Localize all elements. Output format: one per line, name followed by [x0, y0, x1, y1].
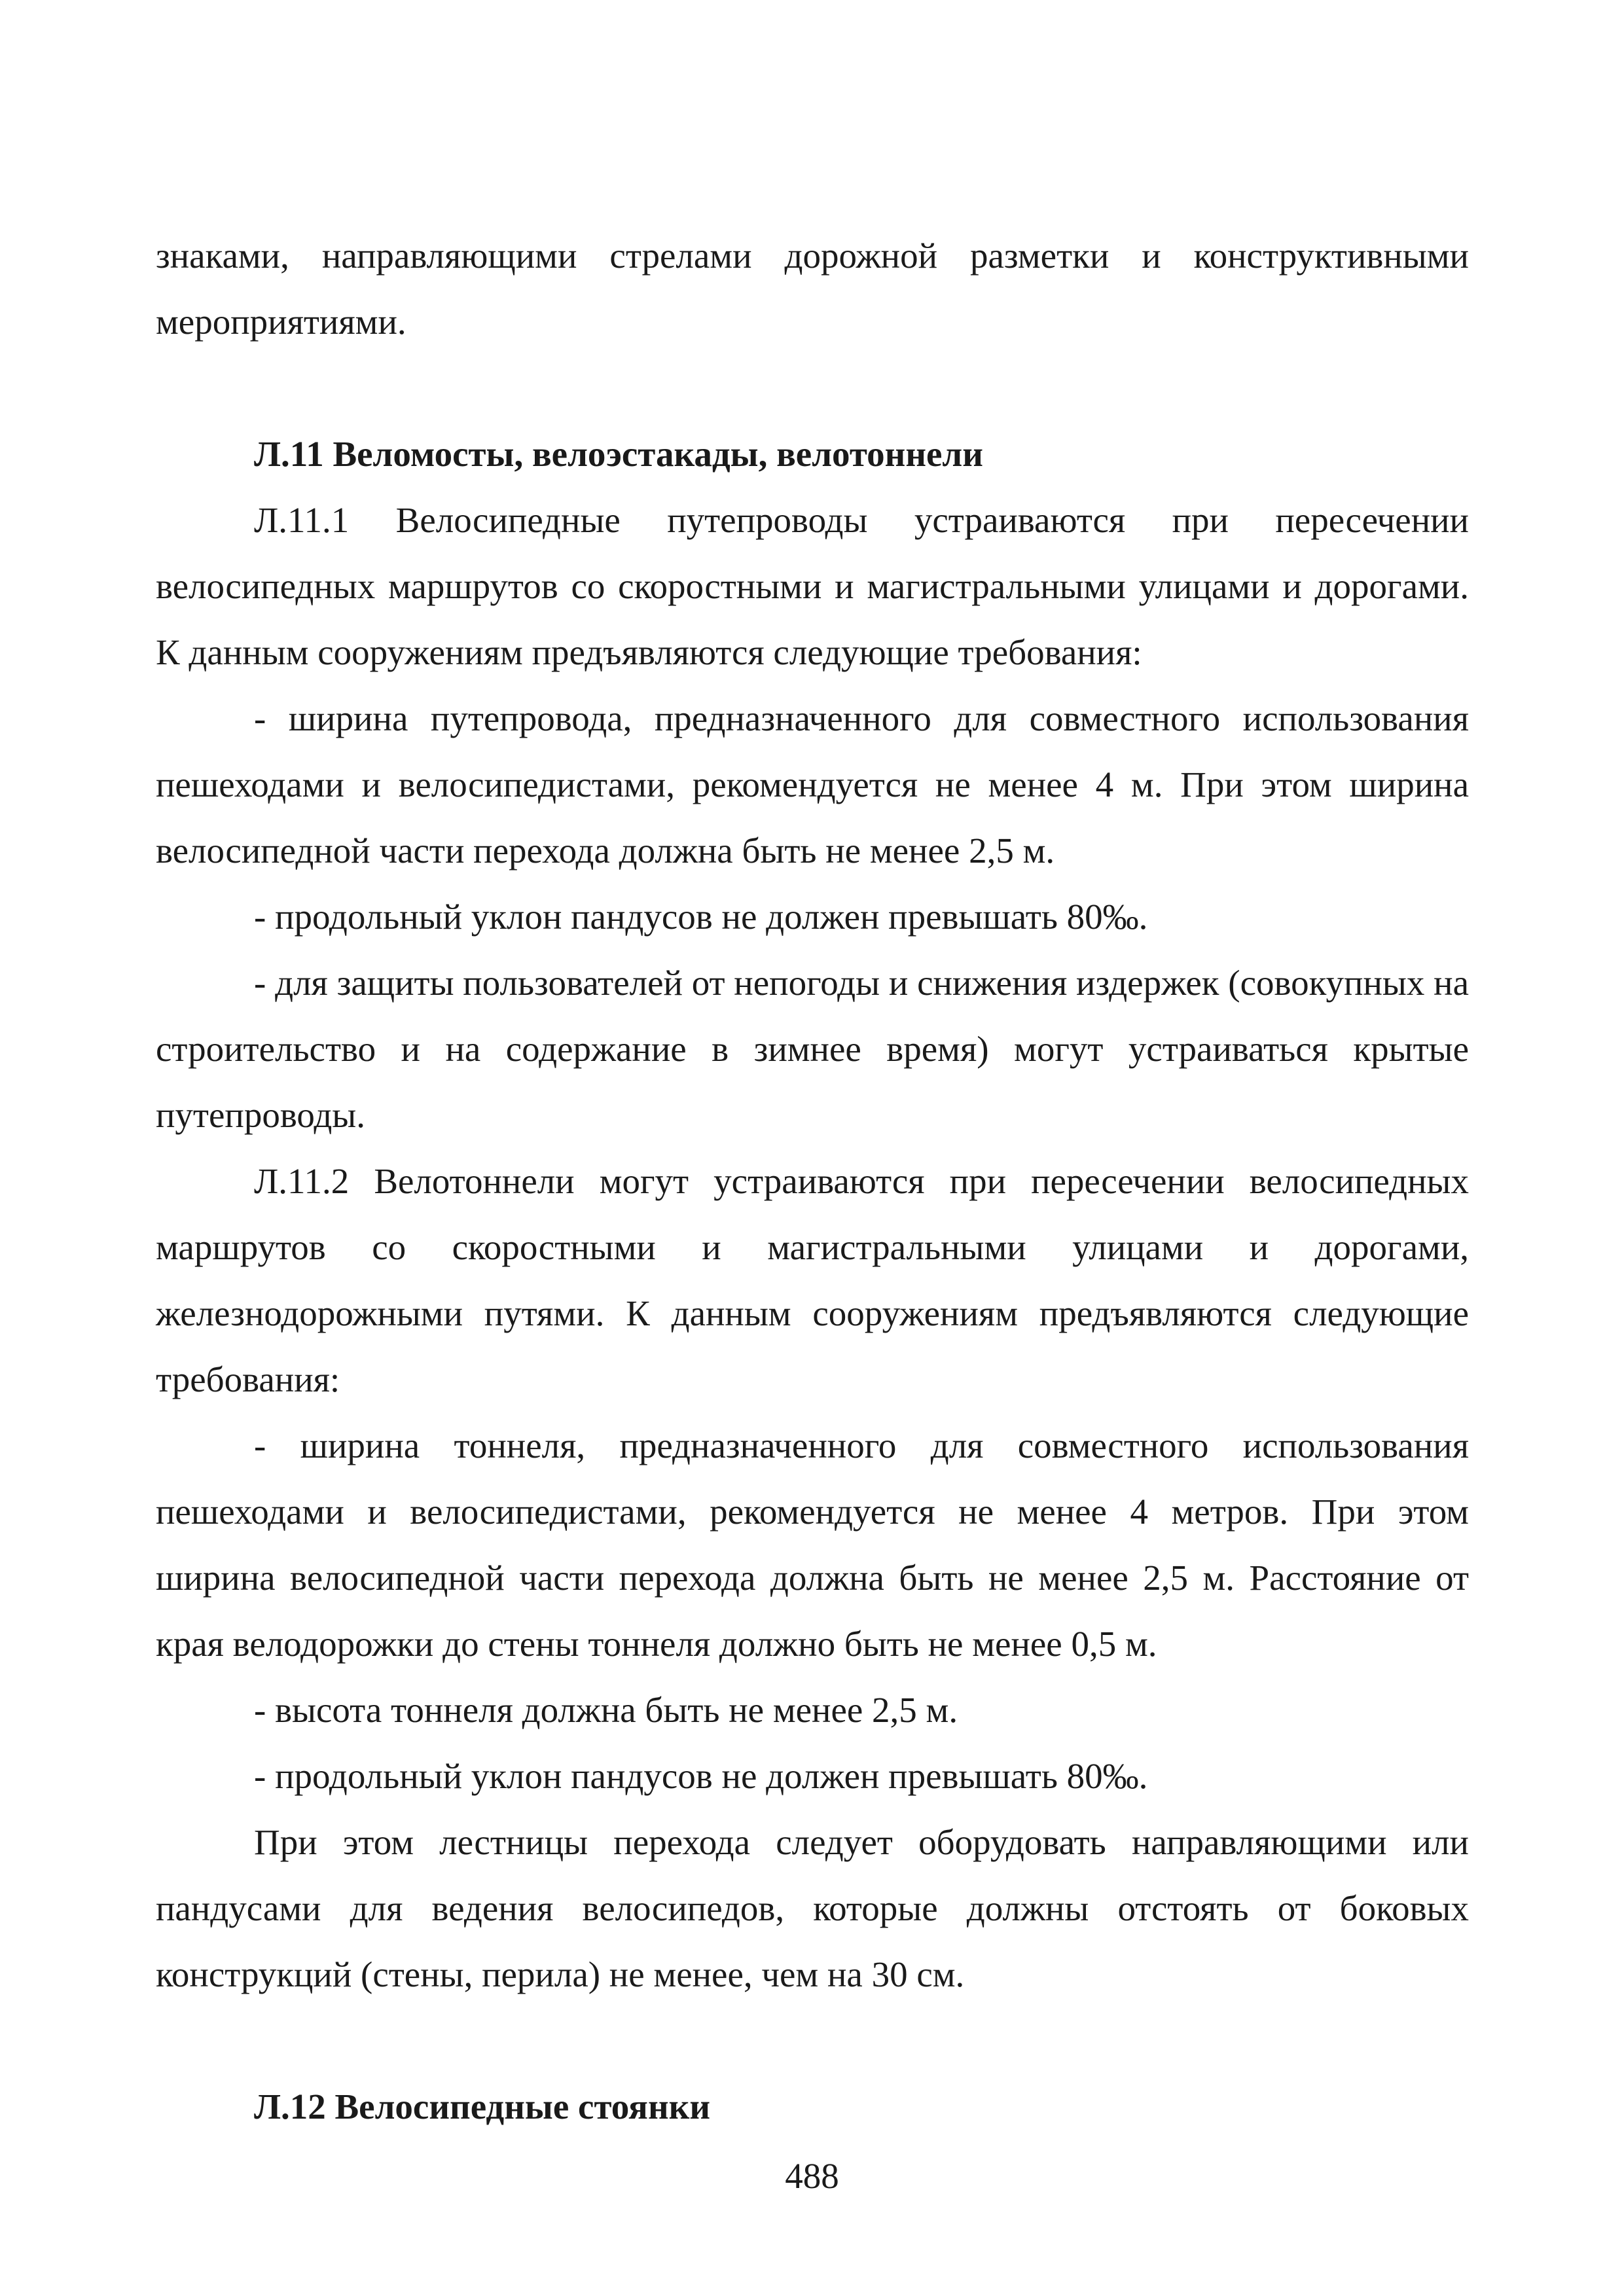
body-text [156, 223, 1469, 2140]
list-item-bridge-width: - ширина путепровода, предназначенного для совместного использования пешеходами и велосипедистами, рекомендуется не менее 4 м. При этом ширина велосипедной части перехода должна быть не менее 2,5 м. [156, 698, 1469, 870]
paragraph-stairs: При этом лестницы перехода следует оборудовать направляющими или пандусами для ведения велосипедов, которые должны отстоять от боковых конструкций (стены, перила) не менее, чем на 30 см. [156, 1822, 1469, 1994]
paragraph-l11-1: Л.11.1 Велосипедные путепроводы устраиваются при пересечении велосипедных маршрутов со скоростными и магистральными улицами и дорогами. К данным сооружениям предъявляются следующие требования: [156, 500, 1469, 672]
list-item-tunnel-height: - высота тоннеля должна быть не менее 2,5 м. [254, 1690, 958, 1730]
section-heading-l12: Л.12 Велосипедные стоянки [254, 2087, 711, 2126]
paragraph-continuation: знаками, направляющими стрелами дорожной разметки и конструктивными мероприятиями. [156, 236, 1469, 342]
section-spacer [156, 2007, 1469, 2073]
list-item-bridge-covered: - для защиты пользователей от непогоды и снижения издержек (совокупных на строительство и на содержание в зимнее время) могут устраиваться крытые путепроводы. [156, 963, 1469, 1135]
list-item-tunnel-slope: - продольный уклон пандусов не должен превышать 80‰. [254, 1756, 1148, 1796]
list-item-tunnel-width: - ширина тоннеля, предназначенного для совместного использования пешеходами и велосипедистами, рекомендуется не менее 4 метров. При этом ширина велосипедной части перехода должна быть не менее 2,5 м. Расстояние от края велодорожки до стены тоннеля должно быть не менее 0,5 м. [156, 1426, 1469, 1664]
list-item-bridge-slope: - продольный уклон пандусов не должен превышать 80‰. [254, 897, 1148, 937]
section-heading-l11: Л.11 Веломосты, велоэстакады, велотоннели [254, 434, 983, 474]
section-spacer [156, 355, 1469, 421]
paragraph-l11-2: Л.11.2 Велотоннели могут устраиваются при пересечении велосипедных маршрутов со скоростными и магистральными улицами и дорогами, железнодорожными путями. К данным сооружениям предъявляются следующие требования: [156, 1161, 1469, 1399]
page-number: 488 [785, 2156, 839, 2196]
